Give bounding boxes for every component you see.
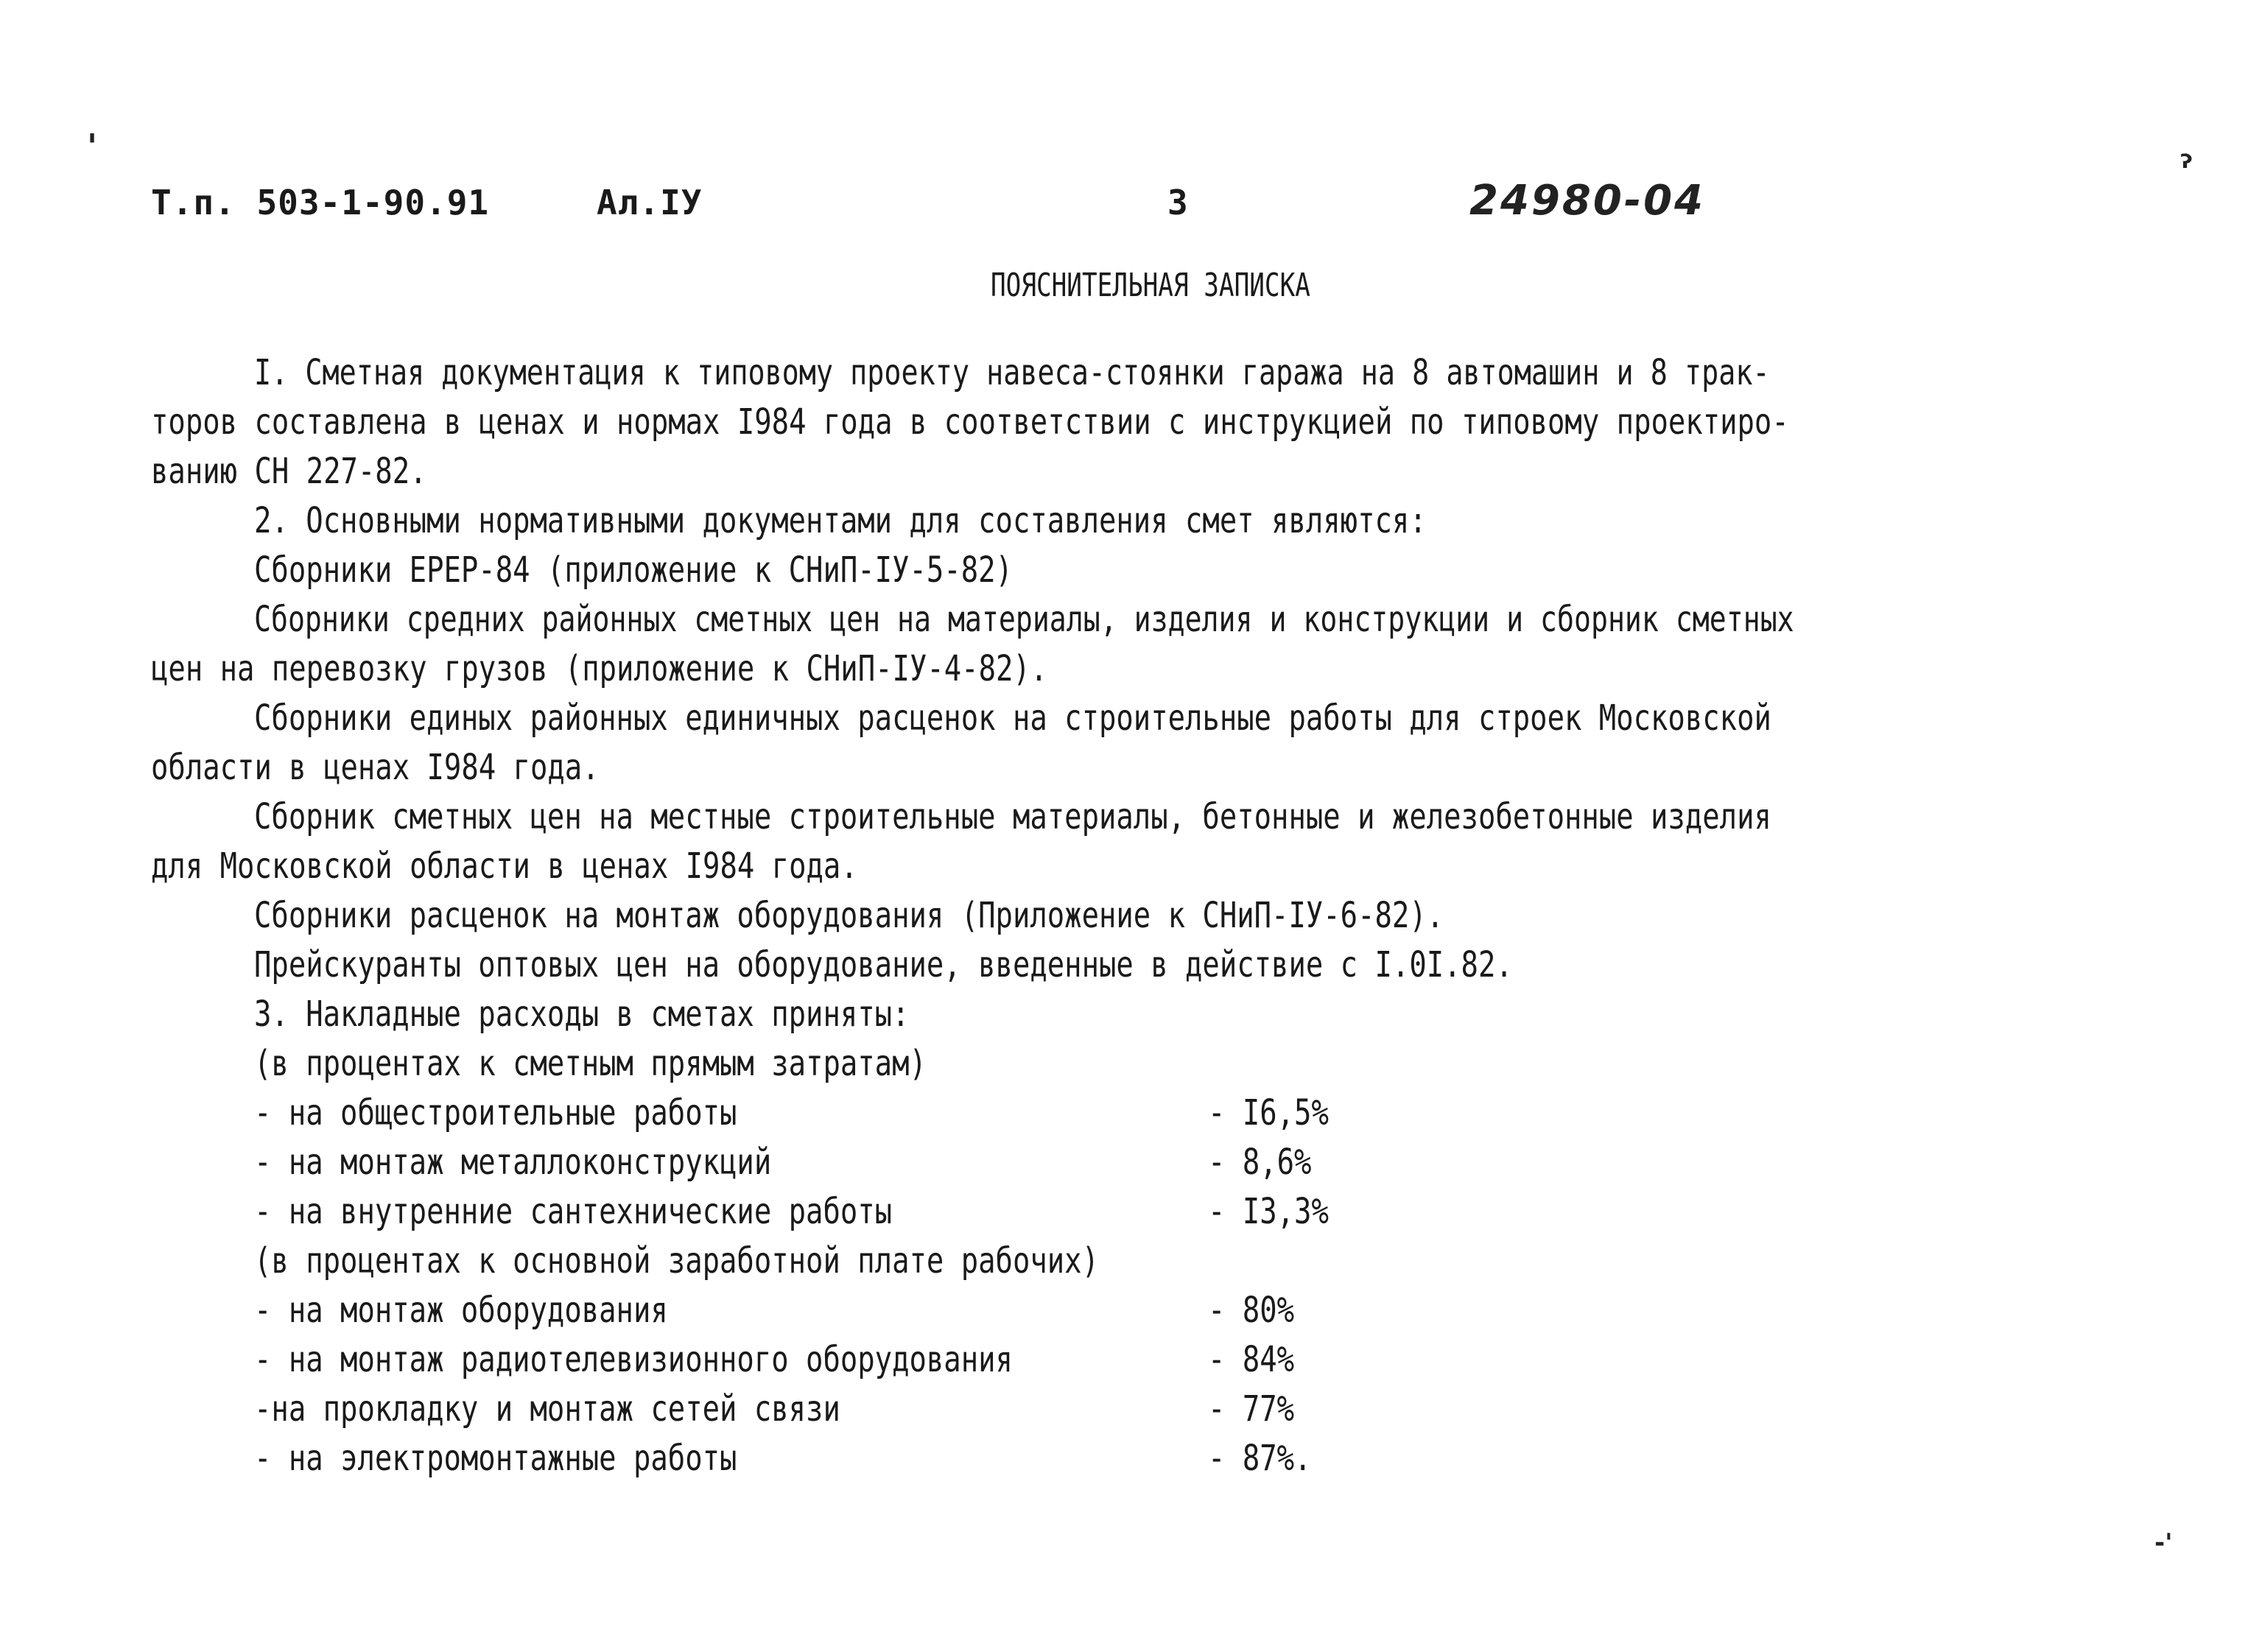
paragraph-line: 2. Основными нормативными документами для составления смет являются:	[254, 500, 1427, 541]
paragraph-line: (в процентах к сметным прямым затратам)	[254, 1043, 927, 1084]
overhead-label: - на электромонтажные работы	[254, 1438, 737, 1479]
paragraph-line: для Московской области в ценах I984 года.	[151, 846, 858, 887]
overhead-label: -на прокладку и монтаж сетей связи	[254, 1388, 840, 1430]
paragraph-line: I. Сметная документация к типовому проекту навеса-стоянки гаража на 8 автомашин и 8 трак-	[254, 352, 1770, 393]
overhead-label: - на внутренние сантехнические работы	[254, 1191, 893, 1232]
overhead-value: - 87%.	[1208, 1438, 1312, 1479]
corner-mark-bottom-right: -'	[2154, 1528, 2173, 1558]
overhead-value: - I3,3%	[1208, 1191, 1329, 1232]
overhead-label: - на общестроительные работы	[254, 1092, 737, 1133]
overhead-value: - I6,5%	[1208, 1092, 1329, 1133]
paragraph-line: Сборники ЕРЕР-84 (приложение к СНиП-IУ-5-82)	[254, 549, 1013, 591]
paragraph-line: торов составлена в ценах и нормах I984 года в соответствии с инструкцией по типовому проектиро-	[151, 401, 1789, 443]
paragraph-line: Сборники расценок на монтаж оборудования (Приложение к СНиП-IУ-6-82).	[254, 895, 1444, 936]
overhead-label: - на монтаж радиотелевизионного оборудования	[254, 1339, 1013, 1380]
paragraph-line: 3. Накладные расходы в сметах приняты:	[254, 994, 910, 1035]
paragraph-line: цен на перевозку грузов (приложение к СНиП-IУ-4-82).	[151, 648, 1048, 689]
album-number: Ал.IУ	[597, 183, 703, 222]
corner-mark-top-right: ˀ	[2180, 147, 2192, 187]
overhead-value: - 84%	[1208, 1339, 1295, 1380]
overhead-value: - 80%	[1208, 1290, 1295, 1331]
page-title: ПОЯСНИТЕЛЬНАЯ ЗАПИСКА	[991, 267, 1310, 304]
overhead-value: - 8,6%	[1208, 1142, 1312, 1183]
paragraph-line: области в ценах I984 года.	[151, 747, 600, 788]
paragraph-line: ванию СН 227-82.	[151, 451, 427, 492]
overhead-label: - на монтаж оборудования	[254, 1290, 668, 1331]
corner-mark-top-left: '	[87, 127, 98, 166]
paragraph-line: Сборники единых районных единичных расценок на строительные работы для строек Московской	[254, 697, 1771, 739]
inventory-number: 24980-04	[1469, 177, 1705, 225]
page-number: 3	[1167, 183, 1189, 222]
paragraph-line: Прейскуранты оптовых цен на оборудование, введенные в действие с I.0I.82.	[254, 944, 1513, 985]
paragraph-line: Сборник сметных цен на местные строительные материалы, бетонные и железобетонные изделия	[254, 796, 1771, 837]
overhead-value: - 77%	[1208, 1388, 1295, 1430]
wage-section-heading: (в процентах к основной заработной плате рабочих)	[254, 1240, 1099, 1282]
overhead-label: - на монтаж металлоконструкций	[254, 1142, 772, 1183]
paragraph-line: Сборники средних районных сметных цен на материалы, изделия и конструкции и сборник сметных	[254, 599, 1794, 640]
doc-code: Т.п. 503-1-90.91	[151, 183, 490, 222]
